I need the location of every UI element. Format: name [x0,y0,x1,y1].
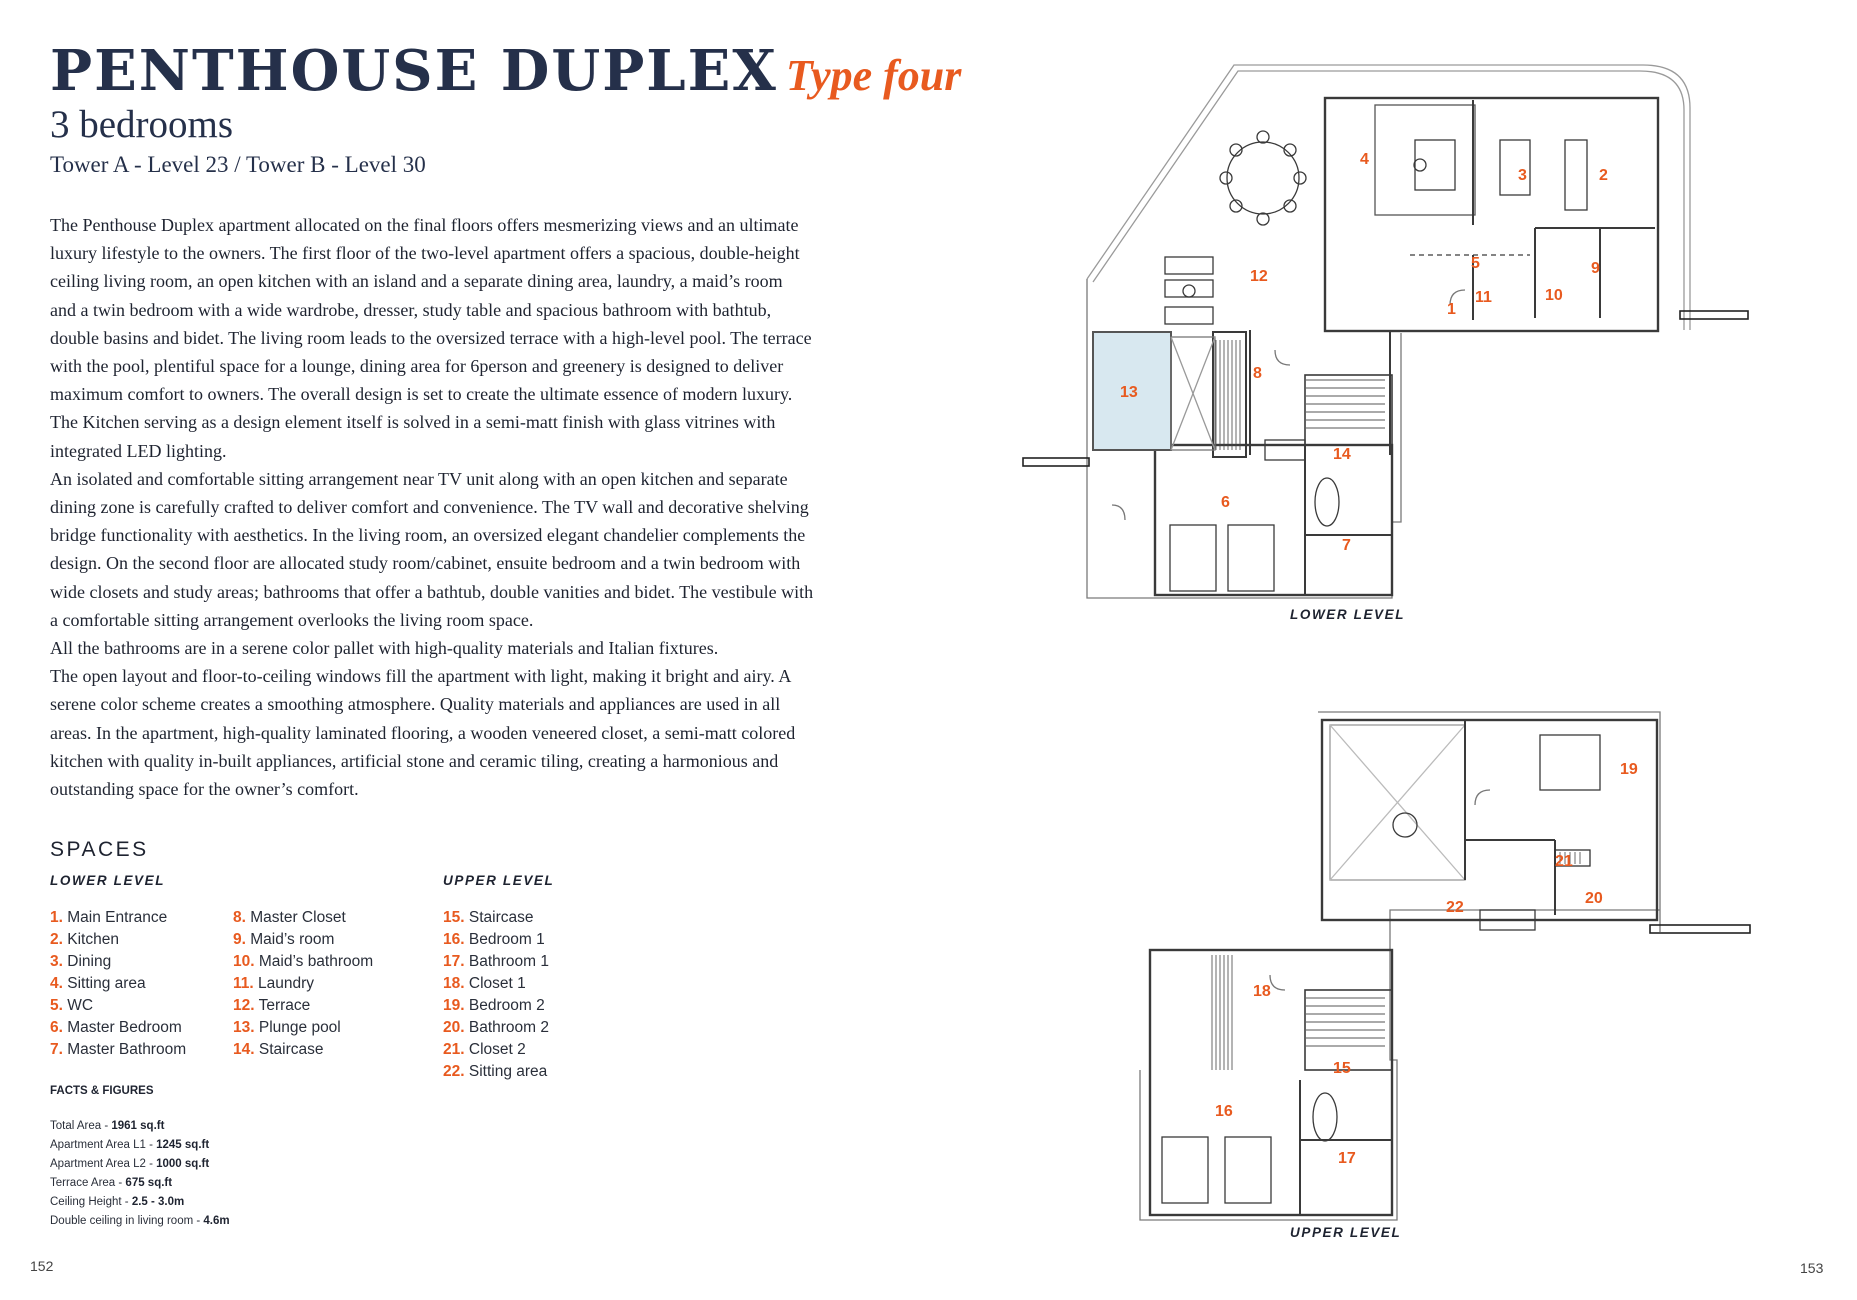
upper-level-label: UPPER LEVEL [1290,1225,1402,1240]
upper-room-numbers [1215,761,1638,1167]
list-item: 5. WC [50,997,94,1014]
description-line: The Penthouse Duplex apartment allocated on the final floors offers mesmerizing views and an ultimate [50,215,799,235]
lower-level-plan [1023,65,1748,598]
lower-room-numbers [1120,151,1608,554]
lower-level-heading: LOWER LEVEL [50,873,166,888]
title-type: Type four [785,51,962,100]
list-item: 9. Maid’s room [233,931,335,948]
room-number-18: 18 [1253,983,1271,1000]
list-item: 3. Dining [50,953,112,970]
page-number-right: 153 [1800,1260,1824,1276]
description-line: wide closets and study areas; bathrooms that offer a bathtub, double vanities and bidet. The vestibule with [50,581,814,602]
fact-item: Apartment Area L2 - 1000 sq.ft [50,1158,210,1170]
description-line: The open layout and floor-to-ceiling windows fill the apartment with light, making it bright and airy. A [50,666,792,687]
lower-level-label: LOWER LEVEL [1290,607,1406,622]
room-number-6: 6 [1221,494,1230,511]
room-number-4: 4 [1360,151,1369,168]
description-line: a comfortable sitting arrangement overlooks the living room space. [50,609,534,630]
list-item: 4. Sitting area [50,975,146,992]
description-line: outstanding space for the owner’s comfort. [50,779,359,800]
description-line: An isolated and comfortable sitting arrangement near TV unit along with an open kitchen and separate [50,468,788,489]
description-line: with the pool, plentiful space for a lounge, dining area for 6person and greenery is designed to deliver [50,356,784,377]
list-item: 22. Sitting area [443,1063,548,1080]
spaces-heading: SPACES [50,838,149,861]
fact-item: Total Area - 1961 sq.ft [50,1120,165,1132]
room-number-12: 12 [1250,268,1268,285]
room-number-19: 19 [1620,761,1638,778]
list-item: 6. Master Bedroom [50,1019,182,1036]
list-item: 12. Terrace [233,997,311,1014]
list-item: 20. Bathroom 2 [443,1019,550,1036]
room-number-13: 13 [1120,384,1138,401]
description-line: and a twin bedroom with a wide wardrobe, dresser, study table and spacious bathroom with bathtub, [50,299,772,320]
description-line: dining zone is carefully crafted to deliver comfort and convenience. The TV wall and decorative shelving [50,497,809,518]
room-number-10: 10 [1545,287,1563,304]
room-number-5: 5 [1471,255,1480,272]
description-line: All the bathrooms are in a serene color pallet with high-quality materials and Italian fixtures. [50,638,719,659]
list-item: 11. Laundry [233,975,315,992]
description-line: kitchen with quality in-built appliances, artificial stone and ceramic tiling, creating a harmonious and [50,750,779,771]
list-item: 19. Bedroom 2 [443,997,545,1014]
title-main: PENTHOUSE DUPLEX [50,38,778,104]
description-line: maximum comfort to owners. The overall design is set to create the ultimate essence of modern luxury. [50,384,793,405]
list-item: 13. Plunge pool [233,1019,341,1036]
list-item: 18. Closet 1 [443,975,526,992]
room-number-22: 22 [1446,899,1464,916]
fact-item: Apartment Area L1 - 1245 sq.ft [50,1139,210,1151]
description-line: ceiling living room, an open kitchen with an island and a separate dining area, laundry, a maid’s room [50,271,783,292]
description-line: double basins and bidet. The living room leads to the oversized terrace with a high-level pool. The terrace [50,327,812,348]
room-number-9: 9 [1591,260,1600,277]
list-item: 7. Master Bathroom [50,1041,187,1058]
room-number-16: 16 [1215,1103,1233,1120]
subtitle-bedrooms: 3 bedrooms [50,103,234,146]
upper-level-heading: UPPER LEVEL [443,873,555,888]
list-item: 1. Main Entrance [50,909,168,926]
room-number-11: 11 [1475,289,1492,306]
list-item: 2. Kitchen [50,931,119,948]
room-number-3: 3 [1518,167,1527,184]
room-number-7: 7 [1342,537,1351,554]
list-item: 14. Staircase [233,1041,324,1058]
room-number-17: 17 [1338,1150,1356,1167]
description-line: The Kitchen serving as a design element itself is solved in a semi-matt finish with glass vitrines with [50,412,776,433]
list-item: 10. Maid’s bathroom [233,953,374,970]
description-line: serene color scheme creates a smoothing atmosphere. Quality materials and appliances are used in all [50,694,781,715]
tower-levels: Tower A - Level 23 / Tower B - Level 30 [50,152,426,177]
room-number-15: 15 [1333,1060,1351,1077]
list-item: 17. Bathroom 1 [443,953,550,970]
fact-item: Double ceiling in living room - 4.6m [50,1215,230,1227]
room-number-14: 14 [1333,446,1351,463]
description-line: areas. In the apartment, high-quality laminated flooring, a wooden veneered closet, a semi-matt colored [50,722,796,743]
list-item: 21. Closet 2 [443,1041,526,1058]
upper-level-plan [1140,712,1750,1220]
description-line: bridge functionality with aesthetics. In the living room, an oversized elegant chandelier complements the [50,525,806,546]
description-line: luxury lifestyle to the owners. The first floor of the two-level apartment offers a spacious, double-height [50,243,800,264]
fact-item: Terrace Area - 675 sq.ft [50,1177,173,1189]
fact-item: Ceiling Height - 2.5 - 3.0m [50,1196,185,1208]
list-item: 8. Master Closet [233,909,346,926]
room-number-8: 8 [1253,365,1262,382]
room-number-20: 20 [1585,890,1603,907]
description-line: design. On the second floor are allocated study room/cabinet, ensuite bedroom and a twin bedroom with [50,553,801,574]
list-item: 16. Bedroom 1 [443,931,545,948]
facts-heading: FACTS & FIGURES [50,1085,154,1097]
page-number-left: 152 [30,1258,54,1274]
room-number-2: 2 [1599,167,1608,184]
room-number-1: 1 [1447,301,1456,318]
room-number-21: 21 [1555,853,1573,870]
list-item: 15. Staircase [443,909,534,926]
description-line: integrated LED lighting. [50,440,227,461]
